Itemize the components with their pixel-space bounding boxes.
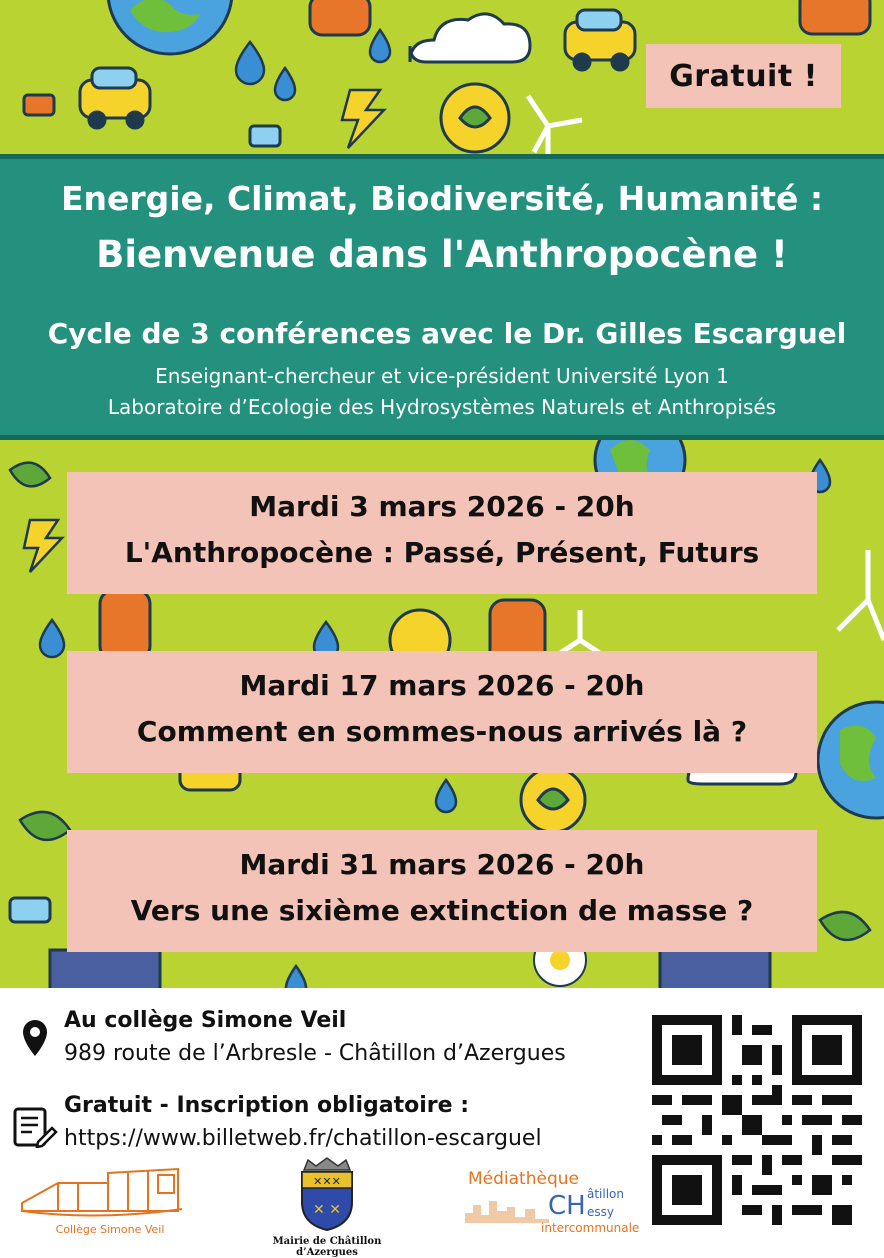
title-banner <box>0 154 884 440</box>
svg-text:✕ ✕: ✕ ✕ <box>313 1202 341 1218</box>
college-logo <box>18 1163 186 1241</box>
talk-subject: Vers une sixième extinction de masse ? <box>130 894 754 927</box>
mediatheque-logo <box>463 1165 640 1240</box>
talk-date: Mardi 31 mars 2026 - 20h <box>239 848 645 881</box>
town-silhouette-icon <box>463 1193 553 1227</box>
form-edit-icon <box>12 1106 58 1148</box>
mediatheque-title: Médiathèque <box>468 1169 579 1189</box>
free-badge: Gratuit ! <box>646 44 841 108</box>
qr-code[interactable] <box>652 1015 862 1225</box>
venue-address: 989 route de l’Arbresle - Châtillon d’Azergues <box>64 1041 566 1066</box>
talk-date: Mardi 17 mars 2026 - 20h <box>239 669 645 702</box>
talk-subject: Comment en sommes-nous arrivés là ? <box>136 715 748 748</box>
talk-date: Mardi 3 mars 2026 - 20h <box>249 490 635 523</box>
main-title-line1: Energie, Climat, Biodiversité, Humanité : <box>60 179 824 218</box>
registration-title: Gratuit - Inscription obligatoire : <box>64 1093 469 1118</box>
main-title-line2: Bienvenue dans l'Anthropocène ! <box>96 233 788 276</box>
venue-title: Au collège Simone Veil <box>64 1008 347 1033</box>
talk-subject: L'Anthropocène : Passé, Présent, Futurs <box>124 536 760 569</box>
coat-of-arms-icon <box>298 1156 356 1232</box>
talk-card-1 <box>67 472 817 594</box>
series-subtitle: Cycle de 3 conférences avec le Dr. Gilles Escarguel <box>47 317 847 350</box>
registration-url[interactable]: https://www.billetweb.fr/chatillon-escarguel <box>64 1126 542 1151</box>
college-logo-caption: Collège Simone Veil <box>55 1223 165 1236</box>
mediatheque-subtitle: intercommunale <box>541 1221 640 1235</box>
school-building-icon <box>18 1163 186 1223</box>
speaker-role-line2: Laboratoire d’Ecologie des Hydrosystèmes Naturels et Anthropisés <box>107 395 777 419</box>
mediatheque-essy: essy <box>587 1205 614 1219</box>
location-pin-icon <box>20 1018 50 1058</box>
talk-card-2 <box>67 651 817 773</box>
mediatheque-ch: CH <box>548 1191 586 1221</box>
mairie-logo-caption: Mairie de Châtillon d’Azergues <box>272 1236 382 1258</box>
svg-text:✕✕✕: ✕✕✕ <box>313 1175 341 1188</box>
speaker-role-line1: Enseignant-chercheur et vice-président Université Lyon 1 <box>155 364 729 388</box>
mediatheque-atillon: âtillon <box>587 1187 625 1201</box>
mairie-logo <box>242 1156 412 1258</box>
talk-card-3 <box>67 830 817 952</box>
